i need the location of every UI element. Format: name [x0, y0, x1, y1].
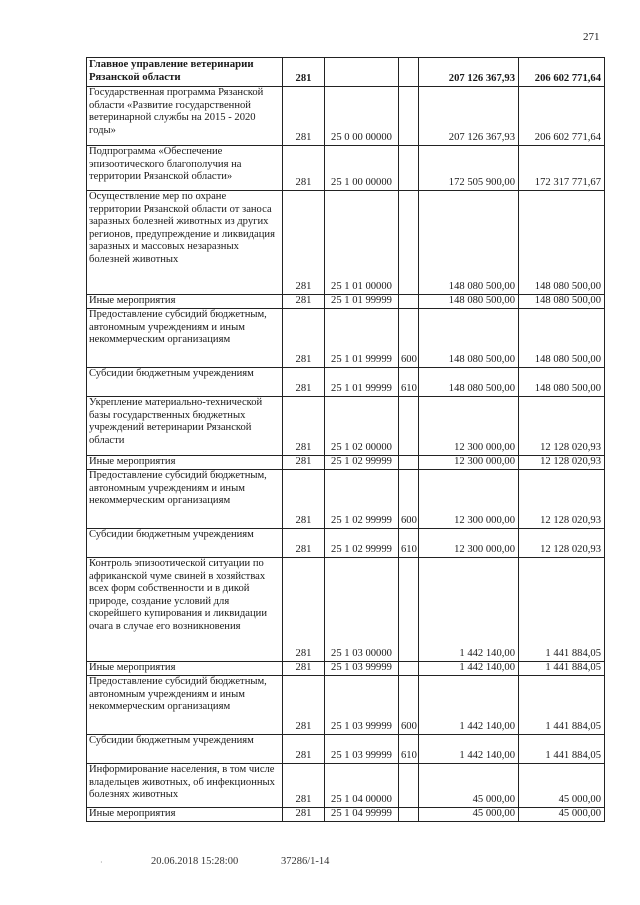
row-ministry-cell: 281	[283, 470, 325, 529]
row-name-cell: Иные мероприятия	[87, 295, 283, 309]
row-name-cell: Субсидии бюджетным учреждениям	[87, 735, 283, 764]
table-row	[87, 470, 605, 529]
row-section-cell: 25 1 01 99999	[325, 295, 399, 309]
row-amount-plan-cell: 1 442 140,00	[419, 558, 519, 662]
row-expense-type-cell: 610	[399, 529, 419, 558]
row-name-cell: Субсидии бюджетным учреждениям	[87, 368, 283, 397]
row-amount-fact-cell: 148 080 500,00	[519, 295, 605, 309]
row-ministry-cell: 281	[283, 295, 325, 309]
row-expense-type-cell: 600	[399, 309, 419, 368]
row-ministry-cell: 281	[283, 146, 325, 191]
row-section-cell: 25 1 03 99999	[325, 735, 399, 764]
row-name-cell: Субсидии бюджетным учреждениям	[87, 529, 283, 558]
table-row	[87, 191, 605, 295]
row-name-cell: Информирование населения, в том числе владельцев животных, об инфекционных болезнях животных	[87, 764, 283, 808]
row-amount-fact-cell: 1 441 884,05	[519, 676, 605, 735]
row-amount-plan-cell: 12 300 000,00	[419, 529, 519, 558]
row-amount-fact-cell: 12 128 020,93	[519, 470, 605, 529]
table-row	[87, 397, 605, 456]
row-name-cell: Главное управление ветеринарии Рязанской области	[87, 58, 283, 87]
row-section-cell: 25 1 01 00000	[325, 191, 399, 295]
row-section-cell: 25 1 03 00000	[325, 558, 399, 662]
row-ministry-cell: 281	[283, 309, 325, 368]
row-expense-type-cell	[399, 87, 419, 146]
row-section-cell: 25 1 02 99999	[325, 456, 399, 470]
row-section-cell: 25 1 00 00000	[325, 146, 399, 191]
row-expense-type-cell	[399, 146, 419, 191]
row-ministry-cell: 281	[283, 58, 325, 87]
row-section-cell: 25 1 02 99999	[325, 529, 399, 558]
row-amount-plan-cell: 207 126 367,93	[419, 87, 519, 146]
row-amount-plan-cell: 1 442 140,00	[419, 735, 519, 764]
row-section-cell: 25 1 02 00000	[325, 397, 399, 456]
row-amount-fact-cell: 12 128 020,93	[519, 529, 605, 558]
row-amount-fact-cell: 206 602 771,64	[519, 58, 605, 87]
row-amount-plan-cell: 45 000,00	[419, 764, 519, 808]
row-expense-type-cell	[399, 662, 419, 676]
row-name-cell: Укрепление материально-технической базы государственных бюджетных учреждений ветеринарии Рязанской области	[87, 397, 283, 456]
row-ministry-cell: 281	[283, 676, 325, 735]
table-row	[87, 676, 605, 735]
table-row	[87, 309, 605, 368]
table-row	[87, 456, 605, 470]
row-ministry-cell: 281	[283, 191, 325, 295]
row-name-cell: Контроль эпизоотической ситуации по африканской чуме свиней в хозяйствах всех форм собственности и в дикой природе, создание условий для скорейшего купирования и ликвидации очага в случае его возникновения	[87, 558, 283, 662]
table-row	[87, 764, 605, 808]
row-expense-type-cell	[399, 456, 419, 470]
row-ministry-cell: 281	[283, 808, 325, 822]
row-name-cell: Предоставление субсидий бюджетным, автономным учреждениям и иным некоммерческим организациям	[87, 470, 283, 529]
row-name-cell: Подпрограмма «Обеспечение эпизоотического благополучия на территории Рязанской области»	[87, 146, 283, 191]
row-name-cell: Предоставление субсидий бюджетным, автономным учреждениям и иным некоммерческим организациям	[87, 676, 283, 735]
row-expense-type-cell: 610	[399, 735, 419, 764]
row-amount-plan-cell: 12 300 000,00	[419, 456, 519, 470]
row-expense-type-cell: 600	[399, 470, 419, 529]
row-amount-fact-cell: 1 441 884,05	[519, 735, 605, 764]
table-row	[87, 368, 605, 397]
row-name-cell: Иные мероприятия	[87, 662, 283, 676]
row-amount-plan-cell: 1 442 140,00	[419, 662, 519, 676]
table-row	[87, 295, 605, 309]
row-amount-fact-cell: 12 128 020,93	[519, 456, 605, 470]
row-amount-fact-cell: 12 128 020,93	[519, 397, 605, 456]
budget-table	[86, 57, 605, 822]
row-amount-fact-cell: 45 000,00	[519, 808, 605, 822]
row-expense-type-cell	[399, 808, 419, 822]
row-amount-plan-cell: 12 300 000,00	[419, 470, 519, 529]
row-ministry-cell: 281	[283, 87, 325, 146]
row-ministry-cell: 281	[283, 764, 325, 808]
row-ministry-cell: 281	[283, 368, 325, 397]
row-section-cell: 25 1 04 00000	[325, 764, 399, 808]
row-name-cell: Осуществление мер по охране территории Рязанской области от заноса заразных болезней животных из других регионов, предупреждение и ликвидация заразных и массовых незаразных болезней животных	[87, 191, 283, 295]
row-ministry-cell: 281	[283, 662, 325, 676]
row-ministry-cell: 281	[283, 529, 325, 558]
row-amount-plan-cell: 172 505 900,00	[419, 146, 519, 191]
row-section-cell: 25 1 04 99999	[325, 808, 399, 822]
row-amount-plan-cell: 148 080 500,00	[419, 309, 519, 368]
row-name-cell: Предоставление субсидий бюджетным, автономным учреждениям и иным некоммерческим организациям	[87, 309, 283, 368]
row-name-cell: Иные мероприятия	[87, 456, 283, 470]
row-ministry-cell: 281	[283, 558, 325, 662]
row-amount-plan-cell: 12 300 000,00	[419, 397, 519, 456]
row-expense-type-cell: 600	[399, 676, 419, 735]
row-expense-type-cell	[399, 191, 419, 295]
table-row	[87, 529, 605, 558]
page-number: 271	[583, 31, 600, 43]
table-row	[87, 58, 605, 87]
row-amount-plan-cell: 148 080 500,00	[419, 368, 519, 397]
row-amount-fact-cell: 1 441 884,05	[519, 662, 605, 676]
row-amount-fact-cell: 148 080 500,00	[519, 191, 605, 295]
row-amount-fact-cell: 148 080 500,00	[519, 368, 605, 397]
row-section-cell: 25 1 03 99999	[325, 662, 399, 676]
row-amount-plan-cell: 148 080 500,00	[419, 295, 519, 309]
row-expense-type-cell	[399, 397, 419, 456]
row-amount-plan-cell: 1 442 140,00	[419, 676, 519, 735]
footer-datetime: 20.06.2018 15:28:00	[151, 856, 239, 867]
row-amount-fact-cell: 148 080 500,00	[519, 309, 605, 368]
row-ministry-cell: 281	[283, 397, 325, 456]
footer-mark: ·	[100, 858, 103, 867]
table-row	[87, 735, 605, 764]
row-ministry-cell: 281	[283, 735, 325, 764]
budget-table-body	[87, 58, 605, 822]
row-amount-fact-cell: 172 317 771,67	[519, 146, 605, 191]
row-amount-fact-cell: 206 602 771,64	[519, 87, 605, 146]
row-expense-type-cell: 610	[399, 368, 419, 397]
row-amount-plan-cell: 207 126 367,93	[419, 58, 519, 87]
table-row	[87, 662, 605, 676]
table-row	[87, 808, 605, 822]
row-amount-fact-cell: 45 000,00	[519, 764, 605, 808]
row-amount-plan-cell: 148 080 500,00	[419, 191, 519, 295]
row-amount-fact-cell: 1 441 884,05	[519, 558, 605, 662]
row-section-cell: 25 1 03 99999	[325, 676, 399, 735]
row-expense-type-cell	[399, 764, 419, 808]
table-row	[87, 87, 605, 146]
row-section-cell: 25 1 02 99999	[325, 470, 399, 529]
table-row	[87, 146, 605, 191]
row-section-cell: 25 0 00 00000	[325, 87, 399, 146]
row-name-cell: Иные мероприятия	[87, 808, 283, 822]
table-row	[87, 558, 605, 662]
row-expense-type-cell	[399, 558, 419, 662]
footer-doc-number: 37286/1-14	[281, 856, 330, 867]
row-expense-type-cell	[399, 58, 419, 87]
row-section-cell: 25 1 01 99999	[325, 368, 399, 397]
row-amount-plan-cell: 45 000,00	[419, 808, 519, 822]
row-section-cell	[325, 58, 399, 87]
row-name-cell: Государственная программа Рязанской области «Развитие государственной ветеринарной службы на 2015 - 2020 годы»	[87, 87, 283, 146]
row-ministry-cell: 281	[283, 456, 325, 470]
row-expense-type-cell	[399, 295, 419, 309]
row-section-cell: 25 1 01 99999	[325, 309, 399, 368]
